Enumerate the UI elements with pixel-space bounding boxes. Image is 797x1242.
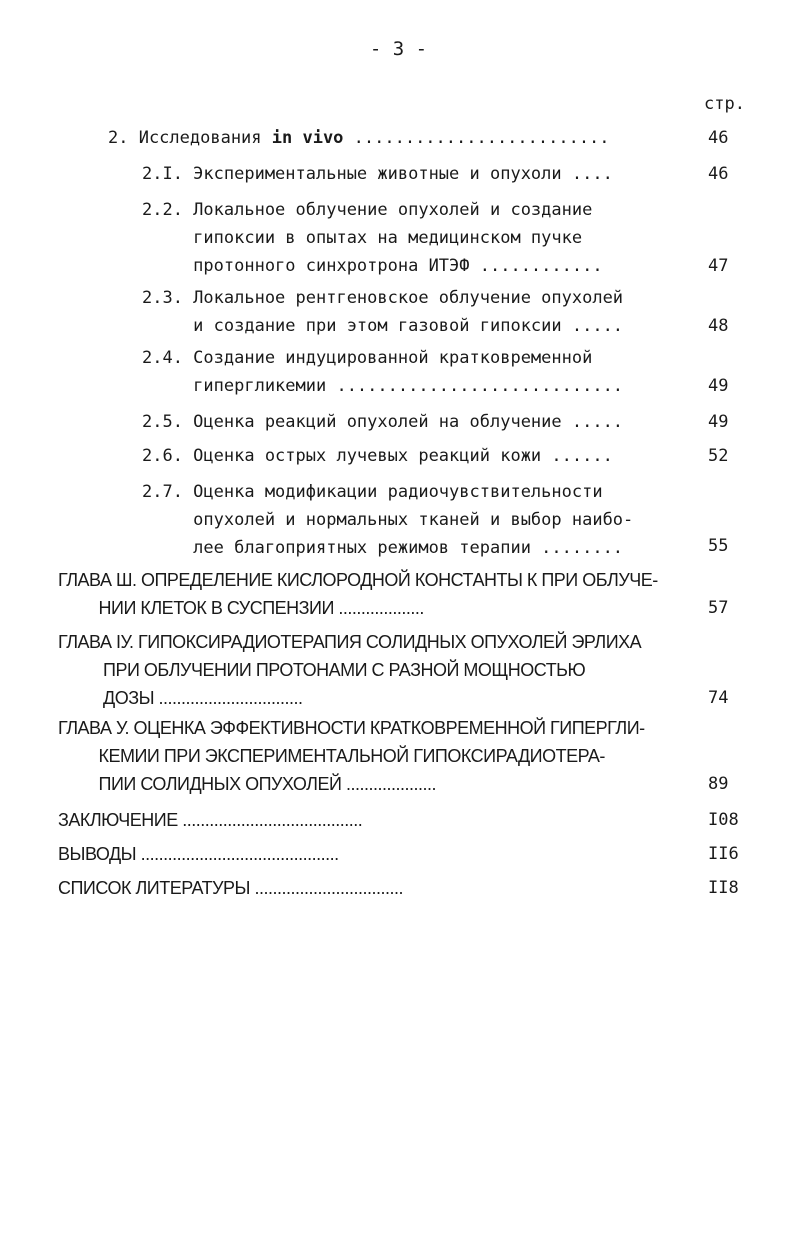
toc-page-number: I08: [708, 810, 739, 830]
toc-page-number: 89: [708, 774, 729, 794]
toc-entry-2-5[interactable]: [142, 408, 623, 436]
toc-page-number: 49: [708, 412, 729, 432]
toc-entry-line: 2.7. Оценка модификации радиочувствительности: [142, 482, 603, 502]
toc-entry-2-3[interactable]: [142, 284, 623, 340]
toc-entry-line: ПИИ СОЛИДНЫХ ОПУХОЛЕЙ ....................: [58, 774, 436, 794]
toc-findings[interactable]: [58, 840, 339, 868]
toc-entry-line: гипергликемии ............................: [142, 376, 624, 396]
toc-page-number: II8: [708, 878, 739, 898]
toc-entry-line: протонного синхротрона ИТЭФ ............: [142, 256, 603, 276]
toc-chapter-3[interactable]: [58, 566, 658, 622]
toc-entry-2-4[interactable]: [142, 344, 623, 400]
toc-conclusion[interactable]: [58, 806, 362, 834]
toc-entry-line: ВЫВОДЫ ............................................: [58, 844, 339, 864]
toc-entry-line: 2.5. Оценка реакций опухолей на облучение .....: [142, 412, 624, 432]
toc-entry-2-7[interactable]: [142, 478, 633, 562]
page-number: - 3 -: [369, 38, 428, 60]
toc-page-number: 55: [708, 536, 729, 556]
toc-entry-line: ПРИ ОБЛУЧЕНИИ ПРОТОНАМИ С РАЗНОЙ МОЩНОСТЬЮ: [58, 660, 586, 680]
toc-entry-line: 2.I. Экспериментальные животные и опухоли ....: [142, 164, 613, 184]
toc-entry-2-1[interactable]: [142, 160, 613, 188]
toc-entry-title: 2. Исследования: [108, 128, 272, 148]
toc-entry-line: 2.3. Локальное рентгеновское облучение опухолей: [142, 288, 624, 308]
toc-entry-line: ДОЗЫ ................................: [58, 688, 303, 708]
toc-page-number: 52: [708, 446, 729, 466]
toc-page-number: 46: [708, 164, 729, 184]
toc-entry-line: ГЛАВА IУ. ГИПОКСИРАДИОТЕРАПИЯ СОЛИДНЫХ ОПУХОЛЕЙ ЭРЛИХА: [58, 632, 642, 652]
toc-entry-line: 2.6. Оценка острых лучевых реакций кожи ......: [142, 446, 613, 466]
toc-entry-2[interactable]: [108, 124, 610, 152]
toc-entry-line: КЕМИИ ПРИ ЭКСПЕРИМЕНТАЛЬНОЙ ГИПОКСИРАДИОТЕРА-: [58, 746, 605, 766]
toc-chapter-4[interactable]: [58, 628, 641, 712]
toc-entry-line: НИИ КЛЕТОК В СУСПЕНЗИИ ...................: [58, 598, 424, 618]
toc-chapter-5[interactable]: [58, 714, 645, 798]
toc-entry-title-italic: in vivo: [271, 128, 344, 148]
page-column-header: стр.: [704, 94, 745, 114]
toc-references[interactable]: [58, 874, 403, 902]
toc-entry-2-6[interactable]: [142, 442, 613, 470]
toc-entry-leader: .........................: [343, 128, 610, 148]
toc-entry-line: ЗАКЛЮЧЕНИЕ ........................................: [58, 810, 363, 830]
toc-page-number: 74: [708, 688, 729, 708]
toc-entry-line: ГЛАВА Ш. ОПРЕДЕЛЕНИЕ КИСЛОРОДНОЙ КОНСТАНТЫ К ПРИ ОБЛУЧЕ-: [58, 570, 658, 590]
toc-entry-line: СПИСОК ЛИТЕРАТУРЫ .................................: [58, 878, 404, 898]
toc-entry-line: 2.2. Локальное облучение опухолей и создание: [142, 200, 593, 220]
toc-page-number: 49: [708, 376, 729, 396]
toc-page-number: 48: [708, 316, 729, 336]
toc-page-number: 46: [708, 128, 729, 148]
toc-page-number: 47: [708, 256, 729, 276]
toc-entry-line: лее благоприятных режимов терапии ........: [142, 538, 624, 558]
toc-page-number: II6: [708, 844, 739, 864]
toc-page-number: 57: [708, 598, 729, 618]
toc-entry-line: и создание при этом газовой гипоксии .....: [142, 316, 624, 336]
toc-entry-line: гипоксии в опытах на медицинском пучке: [142, 228, 583, 248]
toc-entry-2-2[interactable]: [142, 196, 603, 280]
toc-entry-line: 2.4. Создание индуцированной кратковременной: [142, 348, 593, 368]
toc-entry-line: опухолей и нормальных тканей и выбор наибо-: [142, 510, 634, 530]
toc-entry-line: ГЛАВА У. ОЦЕНКА ЭФФЕКТИВНОСТИ КРАТКОВРЕМЕННОЙ ГИПЕРГЛИ-: [58, 718, 645, 738]
